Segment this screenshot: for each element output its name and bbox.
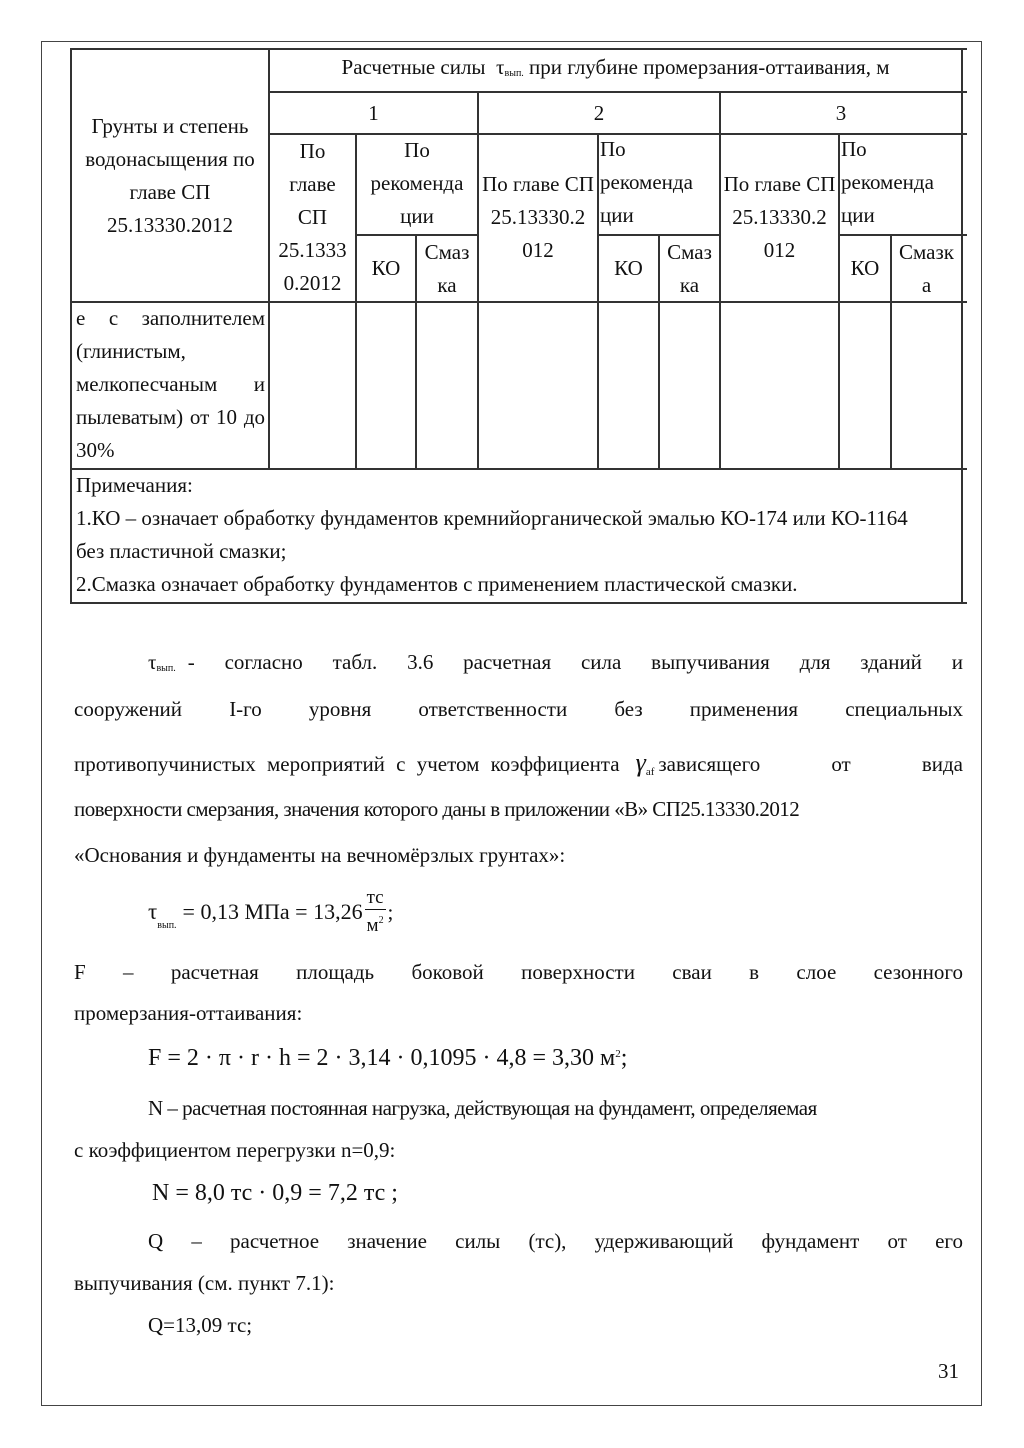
formula-N: N = 8,0 тс · 0,9 = 7,2 тс ; (152, 1180, 398, 1206)
tau-term (148, 650, 176, 675)
table-border-right (961, 48, 963, 603)
paragraph-text: - согласно табл. 3.6 расчетная сила выпучивания для зданий и (187, 650, 963, 674)
formula-F-text: F = 2 · π · r · h = 2 · 3,14 · 0,1095 · 4,8 = 3,30 м (148, 1045, 616, 1071)
tau-subscript: вып. (504, 68, 524, 79)
col-ko-text: КО (371, 256, 401, 280)
col-sp-depth-1-text: По главе СП 25.1333 0.2012 (278, 138, 347, 295)
notes-title: Примечания: (76, 473, 193, 497)
paragraph-text: зависящего от вида (658, 752, 963, 776)
note-item: 1.КО – означает обработку фундаментов кремнийорганической эмалью КО-174 или КО-1164 без пластичной смазки; (76, 506, 908, 563)
paragraph-text: F – расчетная площадь боковой поверхности сваи в слое сезонного (74, 960, 963, 984)
tau-symbol: τ (148, 650, 157, 674)
col-ko-depth-2 (599, 236, 658, 301)
col-rec-depth-1 (357, 133, 477, 234)
formula-tau-value: = 0,13 МПа = 13,26 (182, 899, 363, 924)
header-group (270, 50, 961, 91)
table-notes (73, 469, 961, 602)
col-smazka-depth-1 (417, 236, 477, 301)
gamma-term (636, 748, 655, 778)
formula-Q: Q=13,09 тс; (148, 1313, 253, 1337)
unit-denominator (367, 910, 384, 937)
formula-tau-unit (365, 887, 386, 937)
col-rec-depth-2 (599, 133, 719, 234)
depth-1 (270, 93, 477, 133)
paragraph-text: с коэффициентом перегрузки n=0,9: (74, 1138, 396, 1162)
col-sp-depth-3 (721, 133, 838, 301)
col-rec-depth-3-text: По рекоменда ции (841, 137, 934, 227)
formula-end: ; (387, 899, 394, 924)
col-smazka-text: Смаз ка (424, 239, 470, 297)
col-smazka-depth-3 (892, 236, 961, 301)
header-soil-text: Грунты и степень водонасыщения по главе СП 25.13330.2012 (85, 113, 255, 237)
paragraph-text: Q – расчетное значение силы (тс), удерживающий фундамент от его (148, 1229, 963, 1253)
col-ko-depth-3 (840, 236, 890, 301)
formula-tau (148, 887, 393, 937)
col-sp-depth-2-text: По главе СП 25.13330.2 012 (482, 171, 594, 262)
header-group-suffix: при глубине промерзания-оттаивания, м (529, 55, 890, 79)
depth-3-label: 3 (835, 100, 847, 125)
col-sp-depth-1 (270, 133, 355, 301)
header-group-prefix: Расчетные силы (341, 55, 486, 79)
soil-type-cell: е с заполнителем (глинистым, мелкопесчаным и пылеватым) от 10 до 30% (76, 306, 265, 462)
paragraph-tau-line-1 (148, 650, 963, 675)
tau-subscript: вып. (156, 663, 176, 674)
col-rec-depth-3 (840, 133, 961, 234)
paragraph-text: выпучивания (см. пункт 7.1): (74, 1271, 335, 1295)
formula-end: ; (620, 1045, 628, 1071)
depth-2 (479, 93, 719, 133)
table-border-bottom (70, 602, 967, 604)
page-number: 31 (938, 1359, 959, 1383)
col-smazka-depth-2 (660, 236, 719, 301)
tau-symbol: τ (496, 55, 505, 79)
tau-subscript: вып. (157, 920, 177, 931)
paragraph-text: «Основания и фундаменты на вечномёрзлых грунтах»: (74, 843, 566, 867)
col-smazka-text: Смаз ка (667, 239, 712, 297)
unit-superscript: 2 (378, 915, 384, 926)
col-ko-depth-1 (357, 236, 415, 301)
paragraph-text: противопучинистых мероприятий с учетом коэффициента (74, 752, 620, 776)
col-smazka-text: Смазк а (899, 239, 954, 297)
header-soil (72, 50, 268, 301)
paragraph-text: сооружений I-го уровня ответственности без применения специальных (74, 697, 963, 721)
formula-F (148, 1045, 627, 1072)
depth-3 (721, 93, 961, 133)
paragraph-tau-line-3 (74, 748, 963, 778)
gamma-symbol: γ (635, 748, 646, 777)
col-rec-depth-1-text: По рекоменда ции (370, 138, 464, 228)
paragraph-text: промерзания-оттаивания: (74, 1001, 303, 1025)
col-ko-text: КО (614, 256, 643, 280)
unit-numerator: тс (366, 887, 384, 908)
formula-F-superscript: 2 (615, 1048, 621, 1060)
col-sp-depth-2 (479, 133, 597, 301)
table-row (73, 302, 267, 468)
depth-1-label: 1 (368, 100, 379, 125)
col-sp-depth-3-text: По главе СП 25.13330.2 012 (723, 171, 836, 262)
depth-2-label: 2 (593, 100, 605, 125)
paragraph-text: N – расчетная постоянная нагрузка, действующая на фундамент, определяемая (148, 1096, 817, 1120)
tau-symbol: τ (148, 899, 158, 924)
note-item: 2.Смазка означает обработку фундаментов с применением пластической смазки. (76, 572, 798, 596)
gamma-subscript: af (645, 766, 655, 778)
col-ko-text: КО (850, 256, 880, 280)
paragraph-text: поверхности смерзания, значения которого даны в приложении «В» СП25.13330.2012 (74, 797, 800, 821)
unit-denominator-text: м (366, 915, 379, 936)
col-rec-depth-2-text: По рекоменда ции (600, 137, 693, 227)
